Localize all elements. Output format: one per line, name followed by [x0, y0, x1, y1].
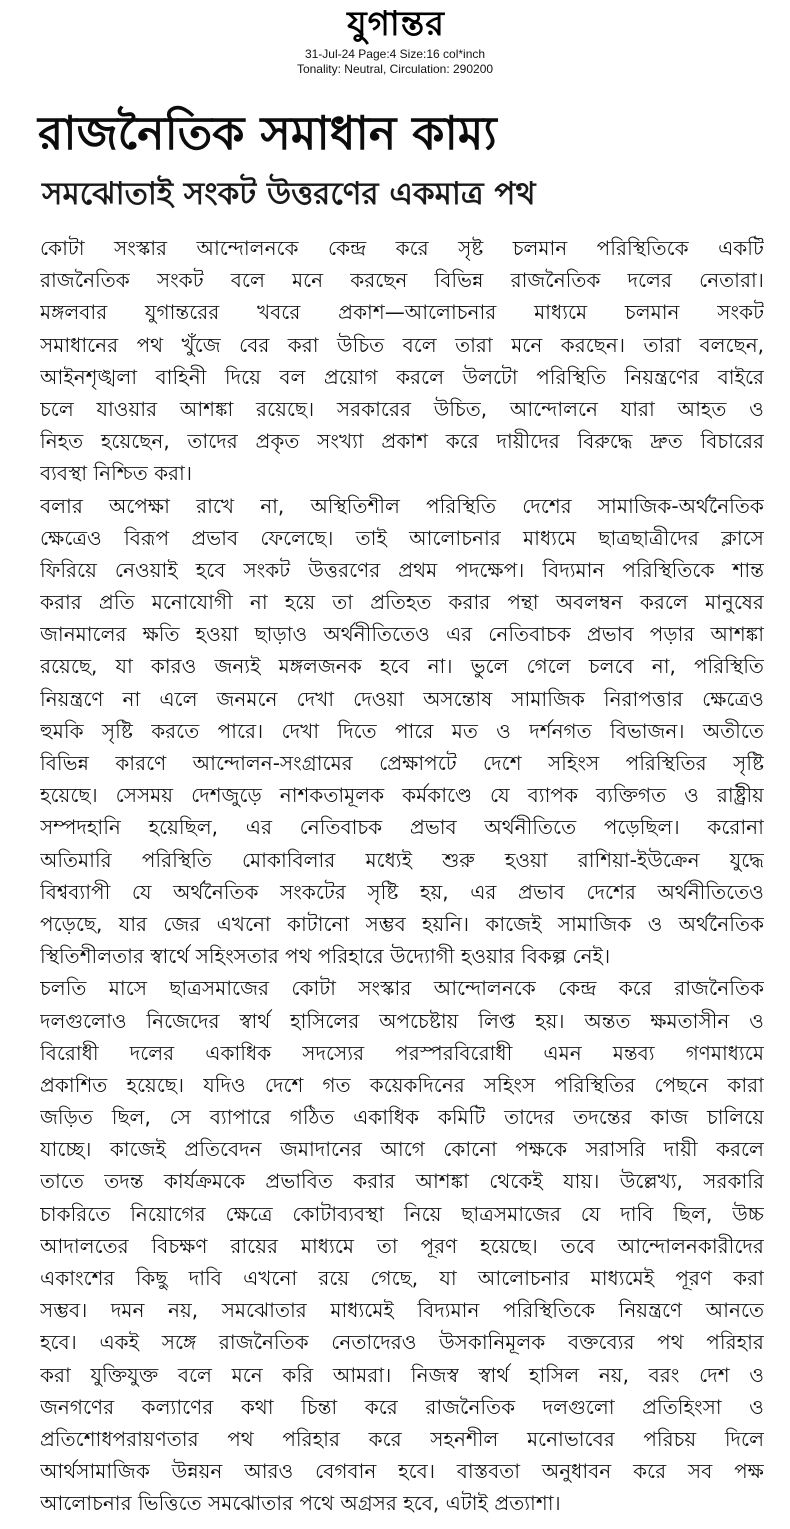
- article-line: করা যুক্তিযুক্ত বলে মনে করি আমরা। নিজস্ব স্বার্থ হাসিল নয়, বরং দেশ ও: [40, 1362, 764, 1387]
- article-line: ফিরিয়ে নেওয়াই হবে সংকট উত্তরণের প্রথম পদক্ষেপ। বিদ্যমান পরিস্থিতিকে শান্ত: [40, 557, 764, 582]
- article-line: সম্ভব। দমন নয়, সমঝোতার মাধ্যমেই বিদ্যমান পরিস্থিতিকে নিয়ন্ত্রণে আনতে: [40, 1298, 764, 1323]
- newspaper-logo: যুগান্তর: [347, 4, 445, 44]
- article-line: জানমালের ক্ষতি হওয়া ছাড়াও অর্থনীতিতেও এর নেতিবাচক প্রভাব পড়ার আশঙ্কা: [40, 622, 764, 647]
- article-line: সমাধানের পথ খুঁজে বের করা উচিত বলে তারা মনে করছেন। তারা বলছেন,: [40, 332, 764, 357]
- article-line: আর্থসামাজিক উন্নয়ন আরও বেগবান হবে। বাস্তবতা অনুধাবন করে সব পক্ষ: [40, 1459, 764, 1484]
- article-line: নিয়ন্ত্রণে না এলে জনমনে দেখা দেওয়া অসন্তোষ সামাজিক নিরাপত্তার ক্ষেত্রেও: [40, 686, 764, 711]
- article-line: জড়িত ছিল, সে ব্যাপারে গঠিত একাধিক কমিটি তাদের তদন্তের কাজ চালিয়ে: [40, 1105, 764, 1130]
- article-headline: রাজনৈতিক সমাধান কাম্য: [38, 106, 497, 160]
- article-line: চলে যাওয়ার আশঙ্কা রয়েছে। সরকারের উচিত, আন্দোলনে যারা আহত ও: [40, 396, 764, 421]
- article-line: চাকরিতে নিয়োগের ক্ষেত্রে কোটাব্যবস্থা নিয়ে ছাত্রসমাজের যে দাবি ছিল, উচ্চ: [40, 1201, 764, 1226]
- article-line: রয়েছে, যা কারও জন্যই মঙ্গলজনক হবে না। ভুলে গেলে চলবে না, পরিস্থিতি: [40, 654, 764, 679]
- article-line: আদালতের বিচক্ষণ রায়ের মাধ্যমে তা পূরণ হয়েছে। তবে আন্দোলনকারীদের: [40, 1233, 764, 1258]
- article-line: হুমকি সৃষ্টি করতে পারে। দেখা দিতে পারে মত ও দর্শনগত বিভাজন। অতীতে: [40, 718, 764, 743]
- article-line: সম্পদহানি হয়েছিল, এর নেতিবাচক প্রভাব অর্থনীতিতে পড়েছিল। করোনা: [40, 815, 764, 840]
- article-line: মঙ্গলবার যুগান্তরের খবরে প্রকাশ—আলোচনার মাধ্যমে চলমান সংকট: [40, 300, 764, 325]
- article-line: নিহত হয়েছেন, তাদের প্রকৃত সংখ্যা প্রকাশ করে দায়ীদের বিরুদ্ধে দ্রুত বিচারের: [40, 429, 764, 454]
- article-line: বিরোধী দলের একাধিক সদস্যের পরস্পরবিরোধী এমন মন্তব্য গণমাধ্যমে: [40, 1040, 764, 1065]
- article-line: চলতি মাসে ছাত্রসমাজের কোটা সংস্কার আন্দোলনকে কেন্দ্র করে রাজনৈতিক: [40, 976, 764, 1001]
- article-line: আলোচনার ভিত্তিতে সমঝোতার পথে অগ্রসর হবে, এটাই প্রত্যাশা।: [40, 1491, 561, 1516]
- article-line: রাজনৈতিক সংকট বলে মনে করছেন বিভিন্ন রাজনৈতিক দলের নেতারা।: [40, 268, 764, 293]
- article-line: দলগুলোও নিজেদের স্বার্থ হাসিলের অপচেষ্টায় লিপ্ত হয়। অন্তত ক্ষমতাসীন ও: [40, 1008, 764, 1033]
- clipping-meta: [250, 47, 540, 77]
- article-line: হয়েছে। সেসময় দেশজুড়ে নাশকতামূলক কর্মকাণ্ডে যে ব্যাপক ব্যক্তিগত ও রাষ্ট্রীয়: [40, 783, 764, 808]
- article-line: করার প্রতি মনোযোগী না হয়ে তা প্রতিহত করার পন্থা অবলম্বন করলে মানুষের: [40, 590, 764, 615]
- newspaper-masthead: [300, 4, 492, 44]
- article-line: পড়েছে, যার জের এখনো কাটানো সম্ভব হয়নি। কাজেই সামাজিক ও অর্থনৈতিক: [40, 911, 764, 936]
- clipping-date-page-size: 31-Jul-24 Page:4 Size:16 col*inch: [304, 47, 486, 61]
- article-line: আইনশৃঙ্খলা বাহিনী দিয়ে বল প্রয়োগ করলে উলটো পরিস্থিতি নিয়ন্ত্রণের বাইরে: [40, 364, 764, 389]
- article-line: হবে। একই সঙ্গে রাজনৈতিক নেতাদেরও উসকানিমূলক বক্তব্যের পথ পরিহার: [40, 1330, 764, 1355]
- article-line: বিশ্বব্যাপী যে অর্থনৈতিক সংকটের সৃষ্টি হয়, এর প্রভাব দেশের অর্থনীতিতেও: [40, 879, 764, 904]
- clipping-tonality-circulation: Tonality: Neutral, Circulation: 290200: [296, 62, 494, 76]
- article-line: একাংশের কিছু দাবি এখনো রয়ে গেছে, যা আলোচনার মাধ্যমেই পূরণ করা: [40, 1266, 764, 1290]
- article-line: বলার অপেক্ষা রাখে না, অস্থিতিশীল পরিস্থিতি দেশের সামাজিক-অর্থনৈতিক: [40, 493, 764, 518]
- article-body: [40, 232, 764, 1520]
- article-line: কোটা সংস্কার আন্দোলনকে কেন্দ্র করে সৃষ্ট চলমান পরিস্থিতিকে একটি: [40, 236, 764, 260]
- article-line: ব্যবস্থা নিশ্চিত করা।: [40, 461, 193, 486]
- article-line: যাচ্ছে। কাজেই প্রতিবেদন জমাদানের আগে কোনো পক্ষকে সরাসরি দায়ী করলে: [40, 1137, 764, 1162]
- article-line: ক্ষেত্রেও বিরূপ প্রভাব ফেলেছে। তাই আলোচনার মাধ্যমে ছাত্রছাত্রীদের ক্লাসে: [40, 525, 764, 550]
- article-line: জনগণের কল্যাণের কথা চিন্তা করে রাজনৈতিক দলগুলো প্রতিহিংসা ও: [40, 1394, 764, 1419]
- article-line: তাতে তদন্ত কার্যক্রমকে প্রভাবিত করার আশঙ্কা থেকেই যায়। উল্লেখ্য, সরকারি: [40, 1169, 764, 1194]
- article-line: প্রতিশোধপরায়ণতার পথ পরিহার করে সহনশীল মনোভাবের পরিচয় দিলে: [40, 1426, 764, 1451]
- article-subheadline: সমঝোতাই সংকট উত্তরণের একমাত্র পথ: [42, 176, 536, 212]
- article-line: স্থিতিশীলতার স্বার্থে সহিংসতার পথ পরিহারে উদ্যোগী হওয়ার বিকল্প নেই।: [40, 944, 611, 969]
- article-line: প্রকাশিত হয়েছে। যদিও দেশে গত কয়েকদিনের সহিংস পরিস্থিতির পেছনে কারা: [40, 1072, 764, 1097]
- article-line: অতিমারি পরিস্থিতি মোকাবিলার মধ্যেই শুরু হওয়া রাশিয়া-ইউক্রেন যুদ্ধে: [40, 847, 764, 872]
- article-line: বিভিন্ন কারণে আন্দোলন-সংগ্রামের প্রেক্ষাপটে দেশে সহিংস পরিস্থিতির সৃষ্টি: [40, 751, 764, 775]
